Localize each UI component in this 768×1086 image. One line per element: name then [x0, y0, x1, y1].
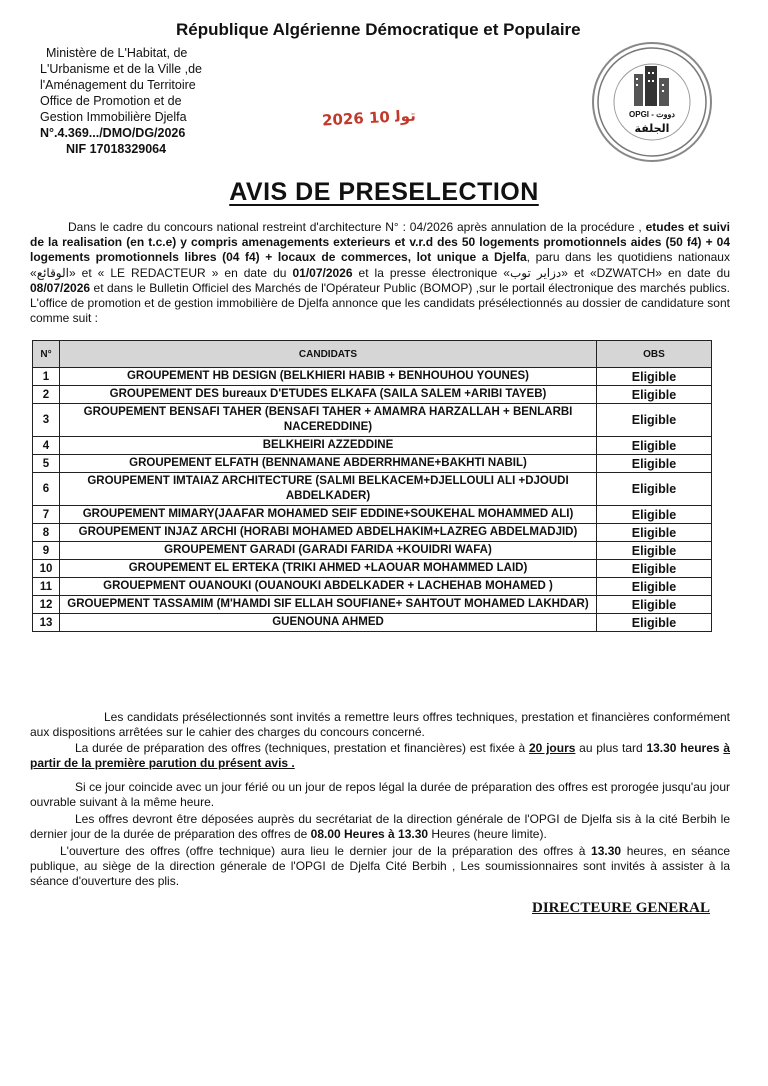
row-number: 11 [33, 578, 60, 596]
intro-text: et la presse électronique «دزاير توب» et «DZWATCH» en date du [358, 265, 731, 280]
obs-status: Eligible [597, 437, 712, 455]
table-row [33, 437, 712, 455]
obs-status: Eligible [597, 524, 712, 542]
candidate-name: GROUPEMENT IMTAIAZ ARCHITECTURE (SALMI BELKACEM+DJELLOULI ALI +DJOUDI ABDELKADER) [60, 473, 597, 506]
opgi-logo-icon [594, 44, 710, 160]
header-candidates: CANDIDATS [60, 341, 597, 368]
intro-date: 08/07/2026 [30, 280, 91, 295]
obs-status: Eligible [597, 578, 712, 596]
paragraph-duration [30, 741, 730, 771]
obs-status: Eligible [597, 506, 712, 524]
intro-text: , paru dans les quotidiens nationaux «الوقائع» et « LE REDACTEUR » en date du [30, 250, 730, 280]
header-number: N° [33, 341, 60, 368]
ministry-line: L'Urbanisme et de la Ville ,de [40, 62, 202, 76]
intro-text: Dans le cadre du concours national restreint d'architecture N° : 04/2026 après annulation de la procédure , [68, 220, 642, 234]
obs-status: Eligible [597, 404, 712, 437]
candidate-name: GROUPEMENT EL ERTEKA (TRIKI AHMED +LAOUAR MOHAMMED LAID) [60, 560, 597, 578]
ministry-line: Ministère de L'Habitat, de [46, 46, 188, 60]
intro-project: etudes et suivi de la realisation (en t.c.e) y compris amenagements exterieurs et v.r.d des 50 logements promotionnels aides (50 f4) + 04 logements promotionnels libres (04 f4) + locaux de commerces, lot unique a Djelfa [30, 220, 730, 265]
row-number: 9 [33, 542, 60, 560]
obs-status: Eligible [597, 614, 712, 632]
intro-text: et dans le Bulletin Officiel des Marchés de l'Opérateur Public (BOMOP) ,sur le portail électronique des marchés publics. L'office de promotion et de gestion immobilière de Djelfa annonce que les candidats présélectionnés au dossier de candidature sont comme suit : [30, 280, 731, 326]
ministry-line: Office de Promotion et de [40, 94, 182, 108]
table-row [33, 473, 712, 506]
paragraph-holiday: Si ce jour coincide avec un jour férié ou un jour de repos légal la durée de préparation des offres est prorogée jusqu'au jour ouvrable suivant à la même heure. [30, 780, 730, 810]
header-obs: OBS [597, 341, 712, 368]
deposit-text: Les offres devront être déposées auprès du secrétariat de la direction générale de l'OPGI de Djelfa sis à la cité Berbih le dernier jour de la durée de préparation des offres de [30, 812, 730, 842]
row-number: 12 [33, 596, 60, 614]
duration-hour: 13.30 heures [646, 741, 720, 755]
row-number: 1 [33, 368, 60, 386]
table-row [33, 578, 712, 596]
row-number: 13 [33, 614, 60, 632]
row-number: 7 [33, 506, 60, 524]
obs-status: Eligible [597, 560, 712, 578]
row-number: 10 [33, 560, 60, 578]
table-row [33, 455, 712, 473]
row-number: 4 [33, 437, 60, 455]
candidate-name: GROUPEMENT BENSAFI TAHER (BENSAFI TAHER + AMAMRA HARZALLAH + BENLARBI NACEREDDINE) [60, 404, 597, 437]
table-row [33, 386, 712, 404]
table-row [33, 560, 712, 578]
table-row [33, 542, 712, 560]
row-number: 8 [33, 524, 60, 542]
duration-days: 20 jours [528, 741, 576, 755]
candidates-table [32, 340, 712, 632]
candidate-name: GROUPEMENT HB DESIGN (BELKHIERI HABIB + BENHOUHOU YOUNES) [60, 368, 597, 386]
candidate-name: GROUPEMENT ELFATH (BENNAMANE ABDERRHMANE+BAKHTI NABIL) [60, 455, 597, 473]
candidate-name: GROUEPMENT TASSAMIM (M'HAMDI SIF ELLAH SOUFIANE+ SAHTOUT MOHAMED LAKHDAR) [60, 596, 597, 614]
table-row [33, 404, 712, 437]
obs-status: Eligible [597, 368, 712, 386]
table-row [33, 368, 712, 386]
candidate-name: GUENOUNA AHMED [60, 614, 597, 632]
duration-text: au plus tard [579, 741, 643, 755]
duration-start: à partir de la première parution du présent avis . [30, 741, 730, 771]
table-row [33, 596, 712, 614]
nif-number: NIF 17018329064 [66, 142, 167, 156]
reference-number: N°.4.369.../DMO/DG/2026 [40, 126, 186, 140]
ministry-line: l'Aménagement du Territoire [40, 78, 196, 92]
paragraph-opening [30, 844, 730, 890]
logo-text: OPGI - ﺩﻭﻭﺕ [629, 110, 675, 119]
candidate-name: GROUEPMENT OUANOUKI (OUANOUKI ABDELKADER + LACHEHAB MOHAMED ) [60, 578, 597, 596]
candidate-name: GROUPEMENT MIMARY(JAAFAR MOHAMED SEIF EDDINE+SOUKEHAL MOHAMMED ALI) [60, 506, 597, 524]
row-number: 6 [33, 473, 60, 506]
obs-status: Eligible [597, 473, 712, 506]
republic-heading: République Algérienne Démocratique et Populaire [176, 20, 581, 39]
duration-text: La durée de préparation des offres (techniques, prestation et financières) est fixée à [75, 741, 526, 755]
ministry-line: Gestion Immobilière Djelfa [40, 110, 187, 124]
logo-city: الجلفة [634, 122, 670, 135]
obs-status: Eligible [597, 542, 712, 560]
deposit-text: Heures (heure limite). [431, 827, 547, 842]
candidate-name: GROUPEMENT GARADI (GARADI FARIDA +KOUIDRI WAFA) [60, 542, 597, 560]
signature-title: DIRECTEURE GENERAL [532, 900, 710, 916]
paragraph-deposit [30, 812, 730, 842]
handwritten-date: 2026 ﺗﻮﻟ 10 [321, 106, 417, 130]
paragraph-invitation: Les candidats présélectionnés sont invités a remettre leurs offres techniques, prestation et financières conformément aux dispositions arrêtées sur le cahier des charges du concours concerné. [30, 710, 730, 740]
obs-status: Eligible [597, 386, 712, 404]
opening-text: L'ouverture des offres (offre technique) aura lieu le dernier jour de la préparation des offres à [60, 844, 586, 858]
deposit-hours: 08.00 Heures à 13.30 [310, 827, 429, 842]
row-number: 5 [33, 455, 60, 473]
table-header-row [33, 341, 712, 368]
table-row [33, 506, 712, 524]
page-title: AVIS DE PRESELECTION [229, 178, 539, 206]
table-row [33, 614, 712, 632]
candidate-name: BELKHEIRI AZZEDDINE [60, 437, 597, 455]
opening-text: heures, en séance publique, au siège de la direction génerale de l'OPGI de Djelfa Cité Berbih , Les soumissionnaires sont invités à assister à la séance d'ouverture des plis. [30, 844, 730, 889]
row-number: 2 [33, 386, 60, 404]
candidate-name: GROUPEMENT INJAZ ARCHI (HORABI MOHAMED ABDELHAKIM+LAZREG ABDELMADJID) [60, 524, 597, 542]
opgi-logo [592, 42, 712, 162]
opening-hour: 13.30 [591, 844, 622, 858]
intro-date: 01/07/2026 [292, 265, 353, 280]
table-row [33, 524, 712, 542]
intro-paragraph [30, 220, 730, 326]
obs-status: Eligible [597, 596, 712, 614]
candidate-name: GROUPEMENT DES bureaux D'ETUDES ELKAFA (SAILA SALEM +ARIBI TAYEB) [60, 386, 597, 404]
obs-status: Eligible [597, 455, 712, 473]
table-body [33, 368, 712, 632]
row-number: 3 [33, 404, 60, 437]
